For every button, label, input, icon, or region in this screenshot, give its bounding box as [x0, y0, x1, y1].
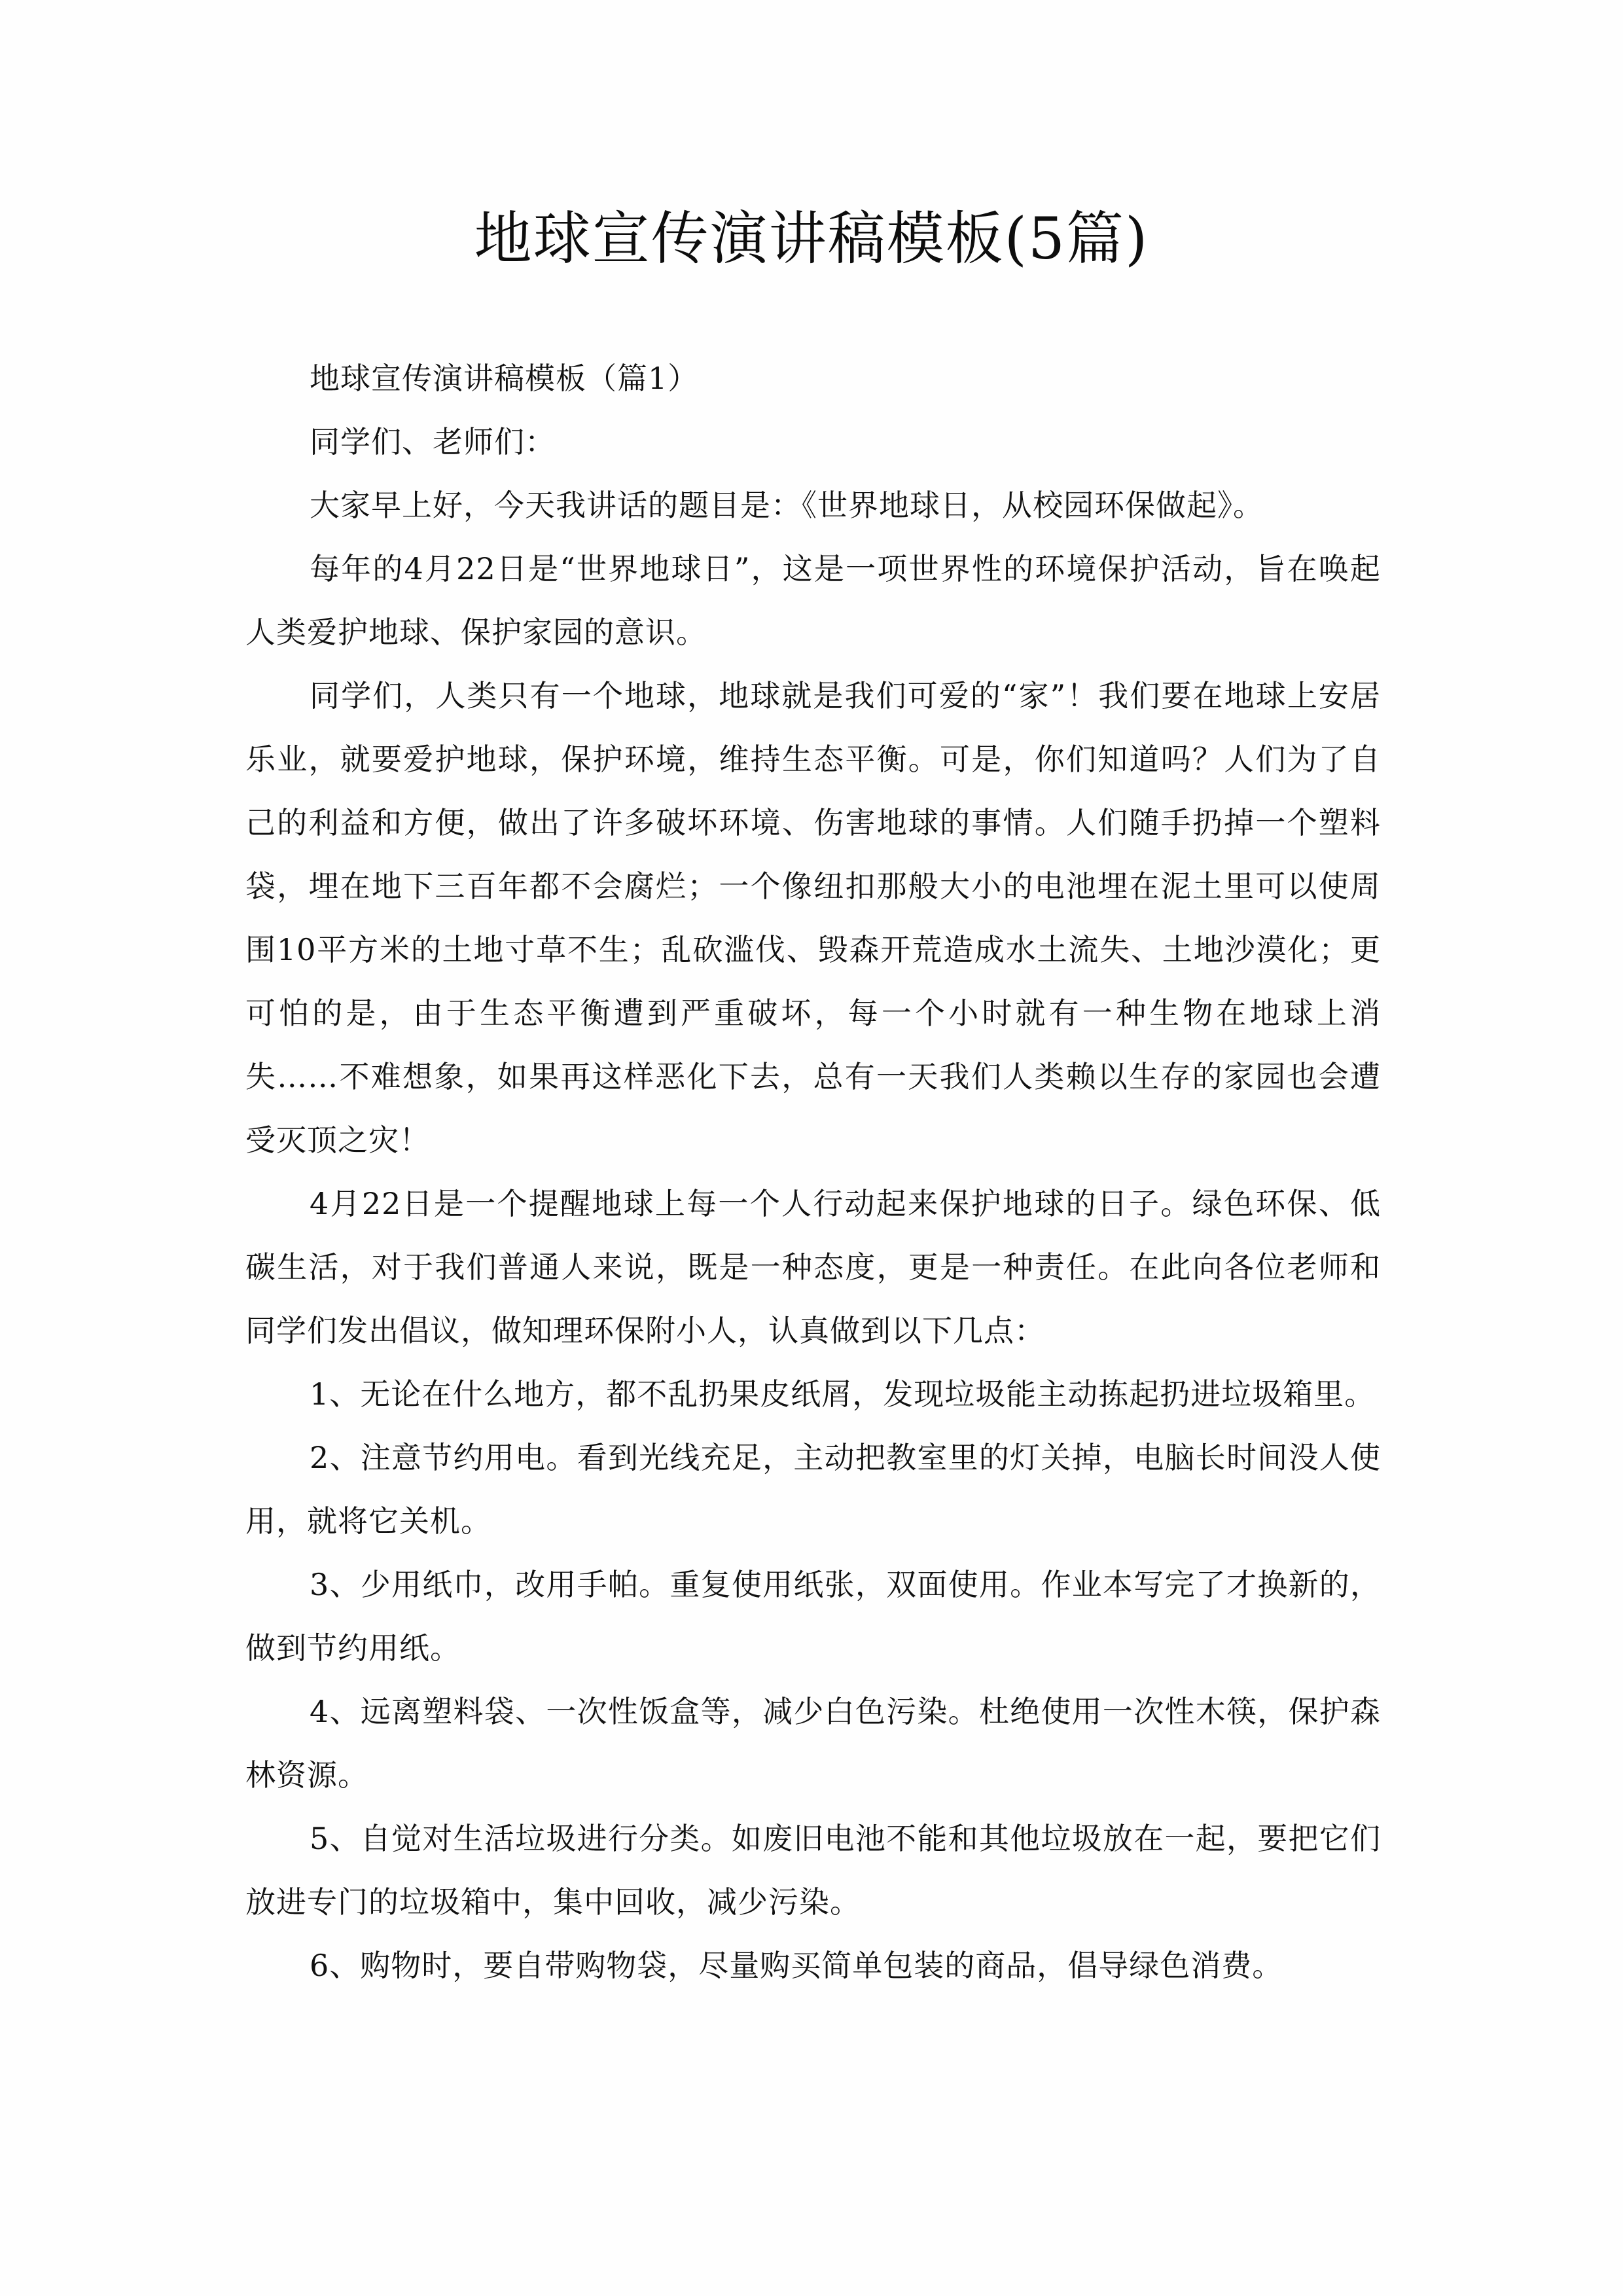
list-item: 4、远离塑料袋、一次性饭盒等，减少白色污染。杜绝使用一次性木筷，保护森林资源。 — [245, 1694, 1381, 1793]
list-item: 2、注意节约用电。看到光线充足，主动把教室里的灯关掉，电脑长时间没人使用，就将它关机。 — [245, 1440, 1381, 1539]
list-item: 5、自觉对生活垃圾进行分类。如废旧电池不能和其他垃圾放在一起，要把它们放进专门的垃圾箱中，集中回收，减少污染。 — [245, 1821, 1381, 1920]
document-body — [245, 347, 1381, 1998]
paragraph: 每年的4月22日是“世界地球日”，这是一项世界性的环境保护活动，旨在唤起人类爱护地球、保护家园的意识。 — [245, 551, 1381, 650]
paragraph: 大家早上好，今天我讲话的题目是：《世界地球日，从校园环保做起》。 — [310, 488, 1264, 523]
salutation: 同学们、老师们： — [310, 424, 556, 459]
list-item: 1、无论在什么地方，都不乱扔果皮纸屑，发现垃圾能主动拣起扔进垃圾箱里。 — [310, 1376, 1376, 1412]
section-heading: 地球宣传演讲稿模板（篇1） — [310, 361, 699, 396]
paragraph: 同学们，人类只有一个地球，地球就是我们可爱的“家”！我们要在地球上安居乐业，就要爱护地球，保护环境，维持生态平衡。可是，你们知道吗？人们为了自己的利益和方便，做出了许多破坏环境、伤害地球的事情。人们随手扔掉一个塑料袋，埋在地下三百年都不会腐烂；一个像纽扣那般大小的电池埋在泥土里可以使周围10平方米的土地寸草不生；乱砍滥伐、毁森开荒造成水土流失、土地沙漠化；更可怕的是，由于生态平衡遭到严重破坏，每一个小时就有一种生物在地球上消失……不难想象，如果再这样恶化下去，总有一天我们人类赖以生存的家园也会遭受灭顶之灾！ — [245, 678, 1381, 1158]
list-item: 3、少用纸巾，改用手帕。重复使用纸张，双面使用。作业本写完了才换新的，做到节约用纸。 — [245, 1567, 1381, 1666]
document-title: 地球宣传演讲稿模板(5篇) — [474, 205, 1149, 272]
list-item: 6、购物时，要自带购物袋，尽量购买简单包装的商品，倡导绿色消费。 — [310, 1948, 1283, 1983]
paragraph: 4月22日是一个提醒地球上每一个人行动起来保护地球的日子。绿色环保、低碳生活，对于我们普通人来说，既是一种态度，更是一种责任。在此向各位老师和同学们发出倡议，做知理环保附小人，认真做到以下几点： — [245, 1186, 1381, 1348]
